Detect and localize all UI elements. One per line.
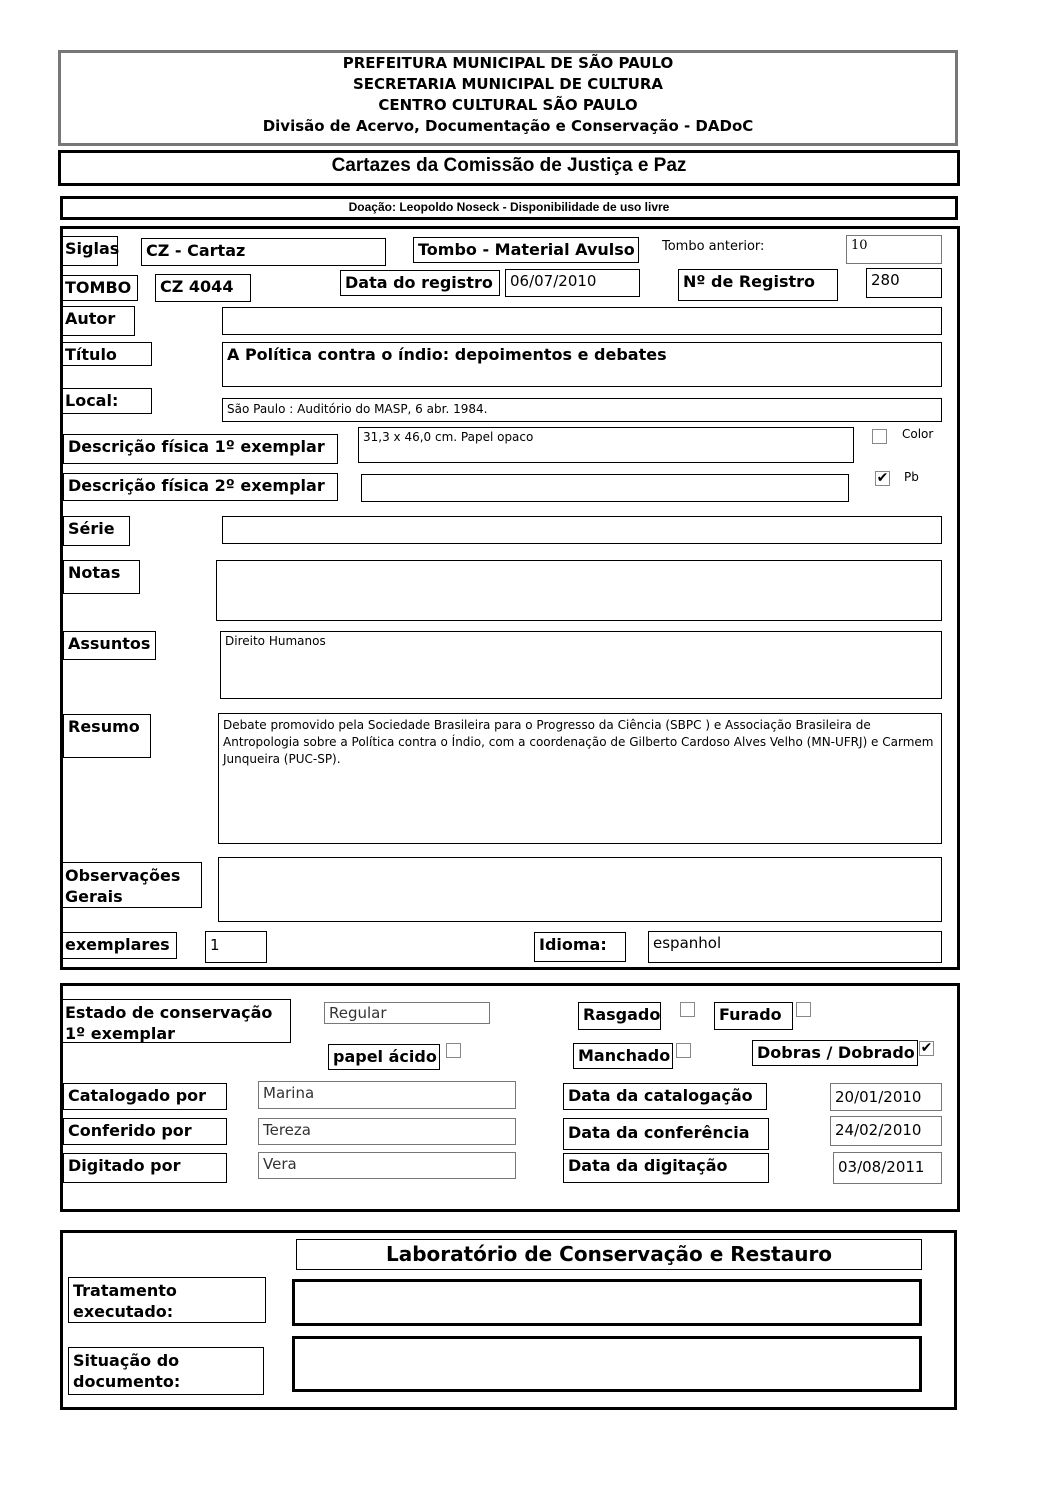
data-digitacao-label: Data da digitação [563,1153,769,1183]
idioma-field[interactable]: espanhol [648,931,942,963]
digitado-label: Digitado por [63,1153,227,1183]
data-conferencia-field[interactable]: 24/02/2010 [830,1116,942,1146]
assuntos-field[interactable]: Direito Humanos [220,631,942,699]
estado-label: Estado de conservação 1º exemplar [60,999,291,1043]
data-registro-label: Data do registro [340,270,500,296]
autor-label: Autor [60,306,135,336]
header-line-4: Divisão de Acervo, Documentação e Conservação - DADoC [262,117,754,135]
serie-field[interactable] [222,516,942,544]
estado-field[interactable]: Regular [324,1002,490,1024]
papel-acido-checkbox[interactable] [446,1043,461,1058]
pb-checkmark: ✔ [876,470,889,486]
obs-field[interactable] [218,857,942,922]
serie-label: Série [63,516,130,546]
exemplares-field[interactable]: 1 [205,931,267,963]
exemplares-label: exemplares [60,932,177,959]
idioma-label: Idioma: [534,932,626,962]
manchado-label: Manchado [573,1043,673,1069]
desc1-field[interactable]: 31,3 x 46,0 cm. Papel opaco [358,427,854,463]
titulo-label: Título [60,342,152,366]
tombo-anterior-label: Tombo anterior: [662,239,765,254]
rasgado-checkbox[interactable] [680,1002,695,1017]
pb-label: Pb [904,470,919,484]
manchado-checkbox[interactable] [676,1043,691,1058]
titulo-field[interactable]: A Política contra o índio: depoimentos e debates [222,342,942,387]
tratamento-label: Tratamento executado: [68,1277,266,1323]
data-registro-field[interactable]: 06/07/2010 [505,269,640,297]
furado-checkbox[interactable] [796,1002,811,1017]
tombo-anterior-field[interactable]: 10 [846,235,942,264]
obs-label: Observações Gerais [60,862,202,908]
furado-label: Furado [714,1002,793,1030]
siglas-field[interactable]: CZ - Cartaz [141,238,386,266]
situacao-field[interactable] [292,1336,922,1392]
dobras-checkbox[interactable] [919,1041,934,1056]
assuntos-label: Assuntos [63,631,156,660]
tombo-label: TOMBO [60,275,138,301]
header-line-1: PREFEITURA MUNICIPAL DE SÃO PAULO [342,54,674,72]
local-field[interactable]: São Paulo : Auditório do MASP, 6 abr. 1984. [222,398,942,422]
notas-label: Notas [63,560,140,594]
local-label: Local: [60,388,152,414]
situacao-label: Situação do documento: [68,1347,264,1395]
resumo-label: Resumo [63,714,151,758]
pb-checkbox[interactable] [875,471,890,486]
header-line-2: SECRETARIA MUNICIPAL DE CULTURA [352,75,664,93]
tombo-material-label: Tombo - Material Avulso [413,237,639,263]
tombo-field[interactable]: CZ 4044 [155,274,251,302]
lab-title: Laboratório de Conservação e Restauro [296,1239,922,1270]
tratamento-field[interactable] [292,1279,922,1326]
conferido-field[interactable]: Tereza [258,1118,516,1145]
data-catalogacao-label: Data da catalogação [563,1083,767,1110]
resumo-field[interactable]: Debate promovido pela Sociedade Brasileira para o Progresso da Ciência (SBPC ) e Associação Brasileira de Antropologia sobre a Política contra o Índio, com a coordenação de Gilberto Cardoso Alves Velho (MN-UFRJ) e Carmem Junqueira (PUC-SP). [218,713,942,844]
num-registro-label: Nº de Registro [678,269,838,301]
siglas-label: Siglas [60,236,118,266]
data-digitacao-field[interactable]: 03/08/2011 [833,1152,942,1184]
data-conferencia-label: Data da conferência [563,1118,769,1150]
num-registro-field[interactable]: 280 [866,268,942,298]
collection-title: Cartazes da Comissão de Justiça e Paz [331,155,687,176]
autor-field[interactable] [222,307,942,335]
catalogado-label: Catalogado por [63,1083,227,1110]
color-label: Color [902,427,934,441]
color-checkbox[interactable] [872,429,887,444]
dobras-label: Dobras / Dobrado [752,1040,918,1066]
dobras-checkmark: ✔ [920,1040,933,1056]
data-catalogacao-field[interactable]: 20/01/2010 [830,1083,942,1111]
donation-text: Doação: Leopoldo Noseck - Disponibilidade de uso livre [348,200,670,214]
desc2-label: Descrição física 2º exemplar [63,473,338,501]
header-line-3: CENTRO CULTURAL SÃO PAULO [378,96,638,114]
desc1-label: Descrição física 1º exemplar [63,434,338,464]
conferido-label: Conferido por [63,1118,227,1145]
catalogado-field[interactable]: Marina [258,1081,516,1109]
digitado-field[interactable]: Vera [258,1152,516,1179]
notas-field[interactable] [216,560,942,621]
desc2-field[interactable] [361,474,849,502]
rasgado-label: Rasgado [578,1002,661,1030]
papel-acido-label: papel ácido [328,1044,440,1070]
